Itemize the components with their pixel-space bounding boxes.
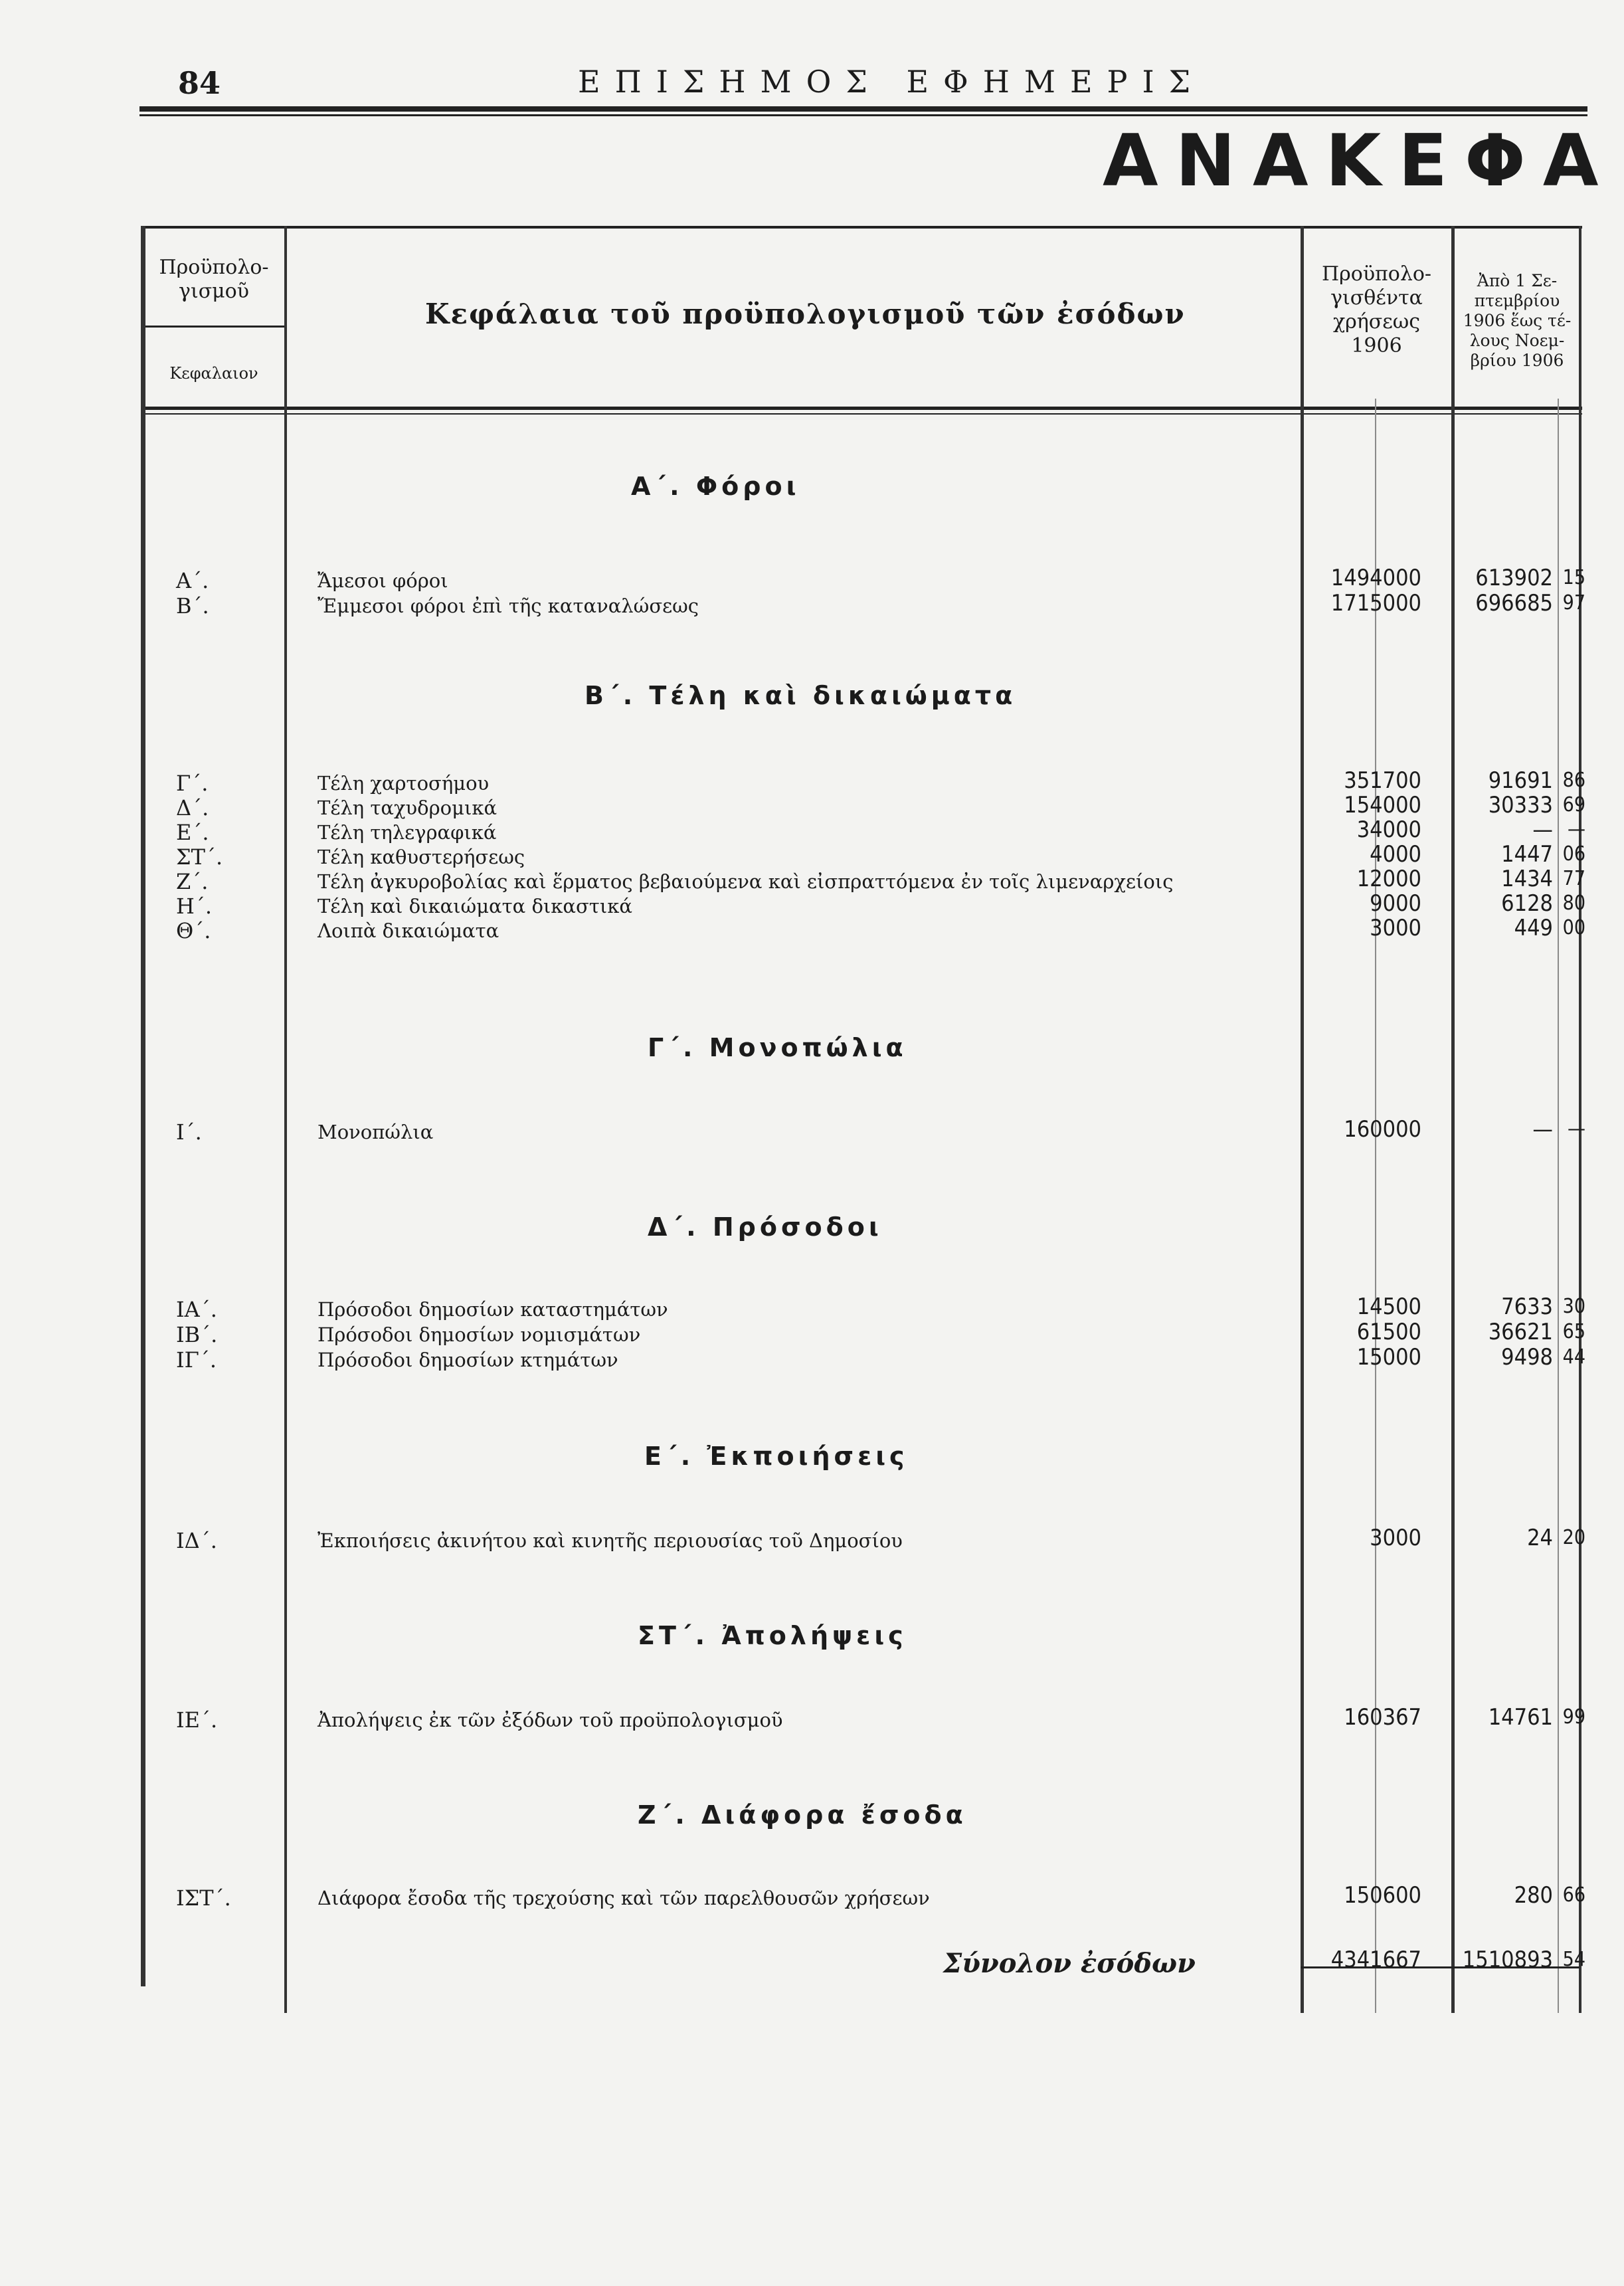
row-description: Ἐκποιήσεις ἀκινήτου καὶ κινητῆς περιουσίας τοῦ Δημοσίου [317,1529,903,1552]
row-description: Πρόσοδοι δημοσίων κτημάτων [317,1349,618,1371]
row-description: Τέλη ταχυδρομικά [317,797,497,819]
row-description: Ἀπολήψεις ἐκ τῶν ἐξόδων τοῦ προϋπολογισμοῦ [317,1709,783,1731]
row-budget: 4000 [1370,841,1421,868]
row-code: ΙΒ΄. [176,1322,218,1347]
row-collected: — [1532,1116,1553,1143]
row-description: Ἄμεσοι φόροι [317,569,448,592]
row-collected: 6128 [1501,890,1553,917]
column-header-budget: Προϋπολο-γισμοῦ [159,256,269,303]
row-cents: 69 [1562,793,1585,816]
section-title: Δ΄. Πρόσοδοι [648,1212,883,1242]
row-description: Τέλη τηλεγραφικά [317,821,497,844]
row-collected: 1434 [1501,866,1553,892]
row-code: Α΄. [176,568,209,593]
header-rule-thin [139,114,1587,116]
budget-header-divider [143,326,286,328]
row-budget: 3000 [1370,915,1421,941]
row-code: Β΄. [176,593,209,619]
table-top-rule [141,226,1582,229]
row-cents: 30 [1562,1295,1585,1318]
row-code: ΙΔ΄. [176,1528,217,1553]
row-budget: 14500 [1356,1293,1421,1320]
row-budget: 9000 [1370,890,1421,917]
row-description: Πρόσοδοι δημοσίων νομισμάτων [317,1323,641,1346]
total-budget: 4341667 [1330,1947,1421,1973]
row-cents: 66 [1562,1883,1585,1907]
row-description: Τέλη ἀγκυροβολίας καὶ ἕρματος βεβαιούμενα καὶ εἰσπραττόμενα ἐν τοῖς λιμεναρχείοις [317,870,1174,893]
section-title: Α΄. Φόροι [631,472,800,501]
column-header-kefalaion: Κεφαλαιον [169,364,258,383]
row-cents: 44 [1562,1345,1585,1369]
row-code: Ι΄. [176,1119,202,1145]
row-budget: 160000 [1344,1116,1421,1143]
column-divider [284,226,287,2013]
row-code: Ζ΄. [176,869,209,894]
row-collected: 36621 [1488,1319,1553,1345]
row-description: Τέλη καθυστερήσεως [317,846,525,868]
row-collected: 449 [1514,915,1553,941]
row-budget: 160367 [1344,1704,1421,1731]
row-description: Πρόσοδοι δημοσίων καταστημάτων [317,1298,668,1321]
row-description: Τέλη χαρτοσήμου [317,772,490,795]
row-budget: 1494000 [1330,565,1421,591]
row-cents: — [1568,1117,1585,1141]
row-code: ΙΕ΄. [176,1707,218,1733]
row-budget: 61500 [1356,1319,1421,1345]
row-description: Διάφορα ἔσοδα τῆς τρεχούσης καὶ τῶν παρελθουσῶν χρήσεων [317,1887,930,1909]
section-title: Ε΄. Ἐκποιήσεις [644,1442,909,1471]
total-cents: 54 [1562,1948,1585,1971]
section-title: ΣΤ΄. Ἀπολήψεις [638,1621,907,1650]
row-cents: 20 [1562,1526,1585,1549]
table-header-rule [141,407,1582,410]
row-description: Ἔμμεσοι φόροι ἐπὶ τῆς καταναλώσεως [317,595,699,617]
faint-divider [1558,399,1559,2013]
row-code: Δ΄. [176,795,209,820]
row-cents: 99 [1562,1705,1585,1729]
total-collected: 1510893 [1462,1947,1553,1973]
row-collected: 1447 [1501,841,1553,868]
row-budget: 154000 [1344,792,1421,818]
row-code: ΙΣΤ΄. [176,1885,231,1911]
row-cents: 86 [1562,769,1585,792]
table-header-rule-thin [141,413,1582,415]
table-left-border [141,226,145,1986]
row-cents: 06 [1562,842,1585,866]
row-cents: 65 [1562,1320,1585,1343]
column-header-main: Κεφάλαια τοῦ προϋπολογισμοῦ τῶν ἐσόδων [425,298,1186,330]
row-code: Θ΄. [176,918,211,943]
column-divider [1301,226,1304,2013]
row-collected: 7633 [1501,1293,1553,1320]
row-cents: 77 [1562,867,1585,890]
row-collected: 9498 [1501,1344,1553,1371]
row-budget: 15000 [1356,1344,1421,1371]
row-collected: 696685 [1475,590,1553,617]
total-label: Σύνολον ἐσόδων [943,1948,1196,1979]
row-collected: 14761 [1488,1704,1553,1731]
gazette-title: ΕΠΙΣΗΜΟΣ ΕΦΗΜΕΡΙΣ [578,64,1206,100]
row-cents: 97 [1562,591,1585,615]
row-budget: 1715000 [1330,590,1421,617]
row-collected: 280 [1514,1882,1553,1909]
row-code: Γ΄. [176,771,209,796]
section-title: Ζ΄. Διάφορα ἔσοδα [638,1800,967,1830]
row-cents: 15 [1562,566,1585,589]
row-collected: 91691 [1488,767,1553,794]
row-budget: 3000 [1370,1525,1421,1551]
row-code: ΙΑ΄. [176,1297,217,1322]
row-code: ΙΓ΄. [176,1347,217,1373]
section-title: Γ΄. Μονοπώλια [648,1033,907,1062]
page-number: 84 [178,65,221,101]
row-budget: 150600 [1344,1882,1421,1909]
row-description: Μονοπώλια [317,1121,434,1143]
faint-divider [1375,399,1376,2013]
row-code: Ε΄. [176,820,209,845]
row-collected: 613902 [1475,565,1553,591]
row-cents: 00 [1562,916,1585,939]
column-header-budget-year: Προϋπολο-γισθέντα χρήσεως 1906 [1321,262,1432,357]
row-budget: 12000 [1356,866,1421,892]
row-collected: 24 [1527,1525,1553,1551]
row-code: Η΄. [176,894,213,919]
page-heading: ΑΝΑΚΕΦΑ [1103,120,1616,203]
row-cents: 80 [1562,892,1585,915]
column-header-collected: Ἀπὸ 1 Σε-πτεμβρίου 1906 ἕως τέ-λους Νοεμ-βρίου 1906 [1463,271,1572,370]
row-code: ΣΤ΄. [176,844,223,870]
header-rule [139,106,1587,112]
row-budget: 34000 [1356,816,1421,843]
row-description: Λοιπὰ δικαιώματα [317,919,499,942]
row-cents: — [1568,818,1585,841]
section-title: Β΄. Τέλη καὶ δικαιώματα [585,681,1017,710]
row-description: Τέλη καὶ δικαιώματα δικαστικά [317,895,632,917]
row-collected: — [1532,816,1553,843]
row-collected: 30333 [1488,792,1553,818]
row-budget: 351700 [1344,767,1421,794]
